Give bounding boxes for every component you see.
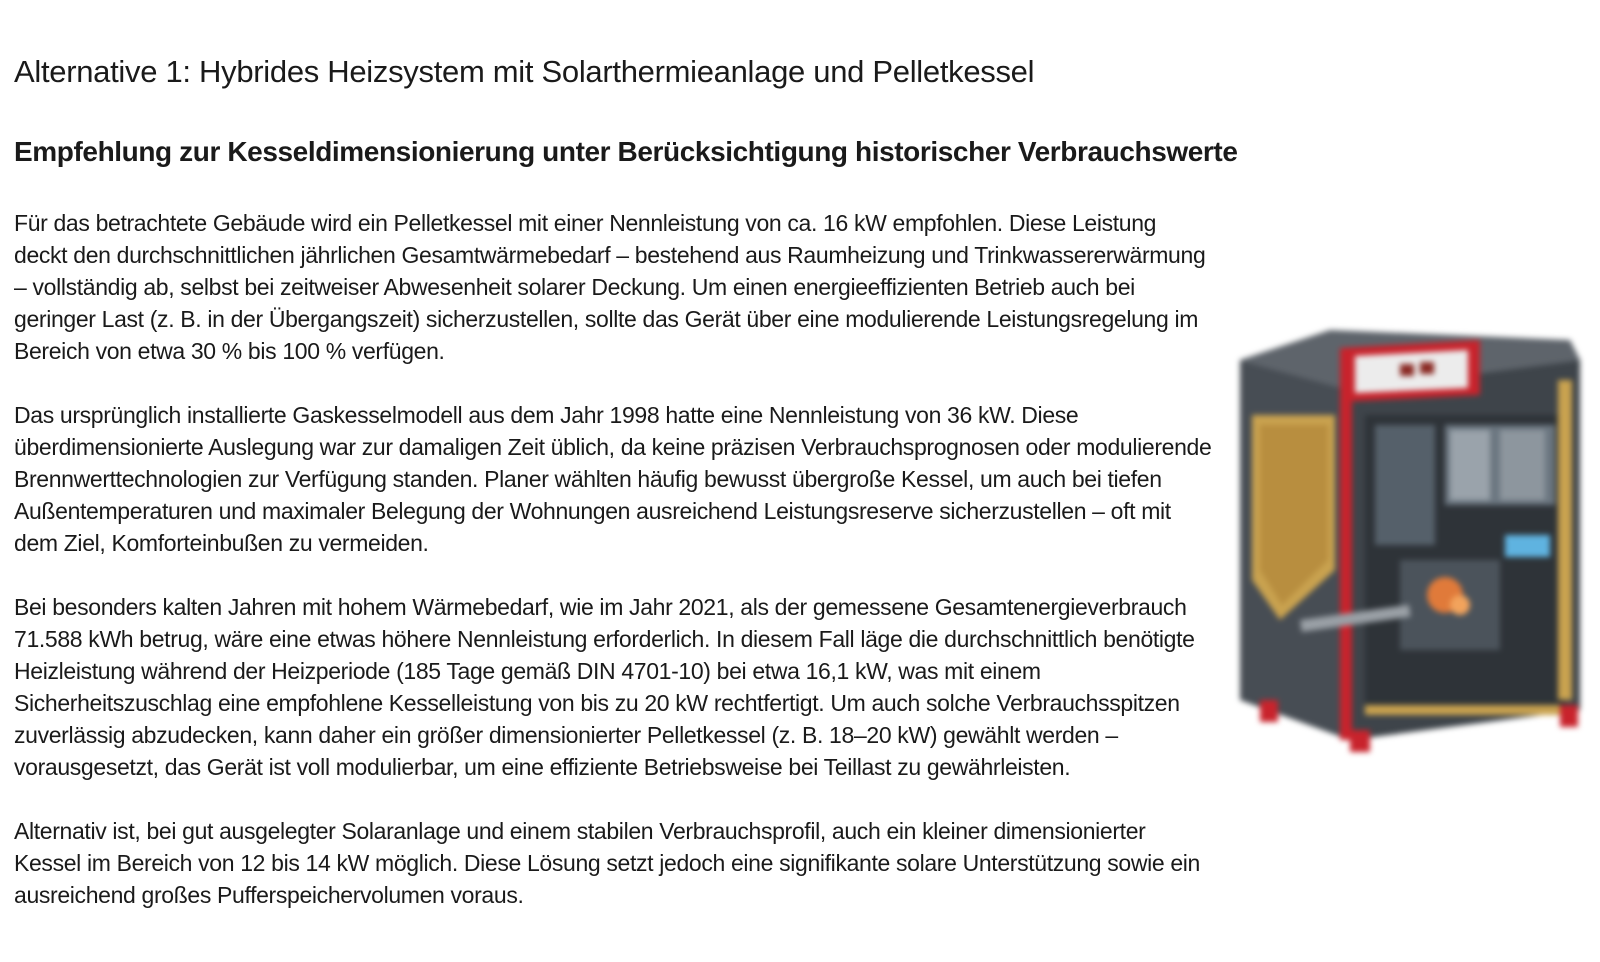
paragraph-cold-years: Bei besonders kalten Jahren mit hohem Wärmebedarf, wie im Jahr 2021, als der gemessene Gesamtenergieverbrauch 71.588 kWh betrug, wäre eine etwas höhere Nennleistung erforderlich. In diesem Fall läge die durchschnittlich benötigte Heizleistung während der Heizperiode (185 Tage gemäß DIN 4701-10) bei etwa 16,1 kW, was mit einem Sicherheitszuschlag eine empfohlene Kesselleistung von bis zu 20 kW rechtfertigt. Um auch solche Verbrauchsspitzen zuverlässig abzudecken, kann daher ein größer dimensionierter Pelletkessel (z. B. 18–20 kW) gewählt werden – vorausgesetzt, das Gerät ist voll modulierbar, um eine effiziente Betriebsweise bei Teillast zu gewährleisten. xyxy=(14,594,1195,780)
paragraph-recommendation: Für das betrachtete Gebäude wird ein Pelletkessel mit einer Nennleistung von ca. 16 kW empfohlen. Diese Leistung deckt den durchschnittlichen jährlichen Gesamtwärmebedarf – bestehend aus Raumheizung und Trinkwassererwärmung – vollständig ab, selbst bei zeitweiser Abwesenheit solarer Deckung. Um einen energieeffizienten Betrieb auch bei geringer Last (z. B. in der Übergangszeit) sicherzustellen, sollte das Gerät über eine modulierende Leistungsregelung im Bereich von etwa 30 % bis 100 % verfügen. xyxy=(14,210,1206,364)
page-title: Alternative 1: Hybrides Heizsystem mit Solarthermieanlage und Pelletkessel xyxy=(14,54,1035,89)
pellet-boiler-cutaway-icon xyxy=(1240,320,1590,760)
body-text xyxy=(14,207,1214,943)
paragraph-original-boiler: Das ursprünglich installierte Gaskesselmodell aus dem Jahr 1998 hatte eine Nennleistung von 36 kW. Diese überdimensionierte Auslegung war zur damaligen Zeit üblich, da keine präzisen Verbrauchsprognosen oder modulierende Brennwerttechnologien zur Verfügung standen. Planer wählten häufig bewusst übergroße Kessel, um auch bei tiefen Außentemperaturen und maximaler Belegung der Wohnungen ausreichend Leistungsreserve sicherzustellen – oft mit dem Ziel, Komforteinbußen zu vermeiden. xyxy=(14,402,1212,556)
paragraph-alternative: Alternativ ist, bei gut ausgelegter Solaranlage und einem stabilen Verbrauchsprofil, auch ein kleiner dimensionierter Kessel im Bereich von 12 bis 14 kW möglich. Diese Lösung setzt jedoch eine signifikante solare Unterstützung sowie ein ausreichend großes Pufferspeichervolumen voraus. xyxy=(14,818,1201,908)
section-heading: Empfehlung zur Kesseldimensionierung unter Berücksichtigung historischer Verbrauchswerte xyxy=(14,136,1238,167)
